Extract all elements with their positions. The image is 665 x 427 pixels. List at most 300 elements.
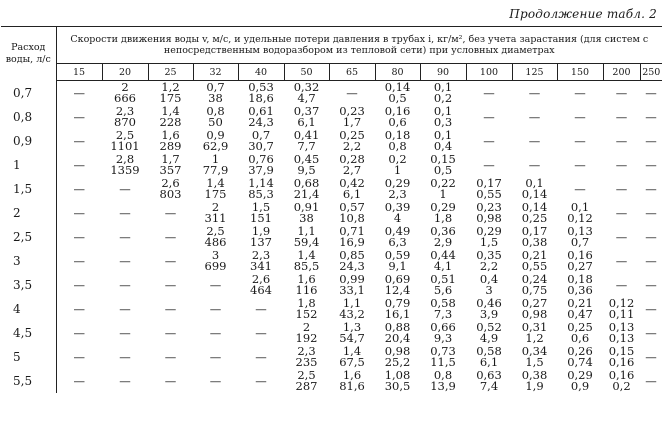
velocity-value: 0,59 [384, 248, 411, 262]
pressure-loss-value: 0,4 [433, 139, 453, 153]
table-cell [512, 153, 557, 177]
velocity-value: 0,1 [433, 80, 453, 94]
empty-dash: — [615, 205, 628, 220]
pressure-loss-value: 0,7 [570, 235, 590, 249]
table-cell [512, 225, 557, 249]
table-cell [238, 345, 284, 369]
table-cell [148, 129, 193, 153]
empty-dash: — [645, 277, 657, 292]
table-cell [603, 249, 640, 273]
empty-dash: — [164, 325, 177, 340]
table-cell [238, 297, 284, 321]
table-cell [193, 201, 238, 225]
empty-dash: — [209, 373, 222, 388]
pressure-loss-value: 151 [250, 211, 272, 225]
empty-dash: — [645, 205, 657, 220]
empty-dash: — [73, 133, 85, 148]
velocity-value: 0,1 [525, 176, 544, 190]
velocity-value: 0,16 [567, 248, 593, 262]
velocity-value: 0,63 [476, 368, 502, 382]
table-cell [284, 249, 329, 273]
velocity-value: 1,6 [161, 128, 180, 142]
table-cell [193, 369, 238, 393]
pressure-loss-value: 235 [295, 355, 318, 369]
empty-dash: — [164, 229, 177, 244]
pressure-loss-value: 16,9 [339, 235, 365, 249]
table-cell [193, 129, 238, 153]
table-cell [557, 129, 603, 153]
velocity-value: 0,36 [430, 224, 456, 238]
empty-dash: — [615, 157, 628, 172]
empty-dash: — [164, 373, 177, 388]
flow-rate-cell: 1 [1, 153, 56, 177]
table-cell [238, 225, 284, 249]
table-cell [284, 273, 329, 297]
table-cell [193, 321, 238, 345]
velocity-value: 0,29 [430, 200, 456, 214]
table-cell [640, 321, 662, 345]
table-cell [56, 369, 102, 393]
velocity-value: 0,29 [476, 224, 502, 238]
velocity-value: 0,7 [251, 128, 271, 142]
table-cell [375, 129, 420, 153]
pressure-loss-value: 0,9 [570, 379, 590, 393]
table-row [1, 81, 662, 106]
empty-dash: — [73, 85, 85, 100]
velocity-value: 0,13 [567, 224, 593, 238]
pressure-loss-value: 81,6 [339, 379, 365, 393]
pressure-loss-value: 116 [295, 283, 318, 297]
table-row [1, 297, 662, 321]
table-cell [375, 225, 420, 249]
pressure-loss-value: 0,47 [567, 307, 593, 321]
velocity-value: 0,71 [339, 224, 365, 238]
table-cell [102, 81, 148, 106]
velocity-value: 0,32 [293, 80, 320, 94]
table-cell [557, 249, 603, 273]
table-cell [466, 369, 512, 393]
table-cell [557, 297, 603, 321]
velocity-value: 0,76 [248, 152, 274, 166]
table-cell [148, 81, 193, 106]
empty-dash: — [528, 133, 541, 148]
velocity-value: 0,22 [430, 176, 456, 190]
empty-dash: — [645, 373, 657, 388]
pressure-loss-value: 0,8 [388, 139, 407, 153]
table-row [1, 225, 662, 249]
flow-rate-cell: 1,5 [1, 177, 56, 201]
table-cell [640, 249, 662, 273]
pressure-loss-value: 1,7 [342, 115, 362, 129]
table-cell [284, 177, 329, 201]
empty-dash: — [73, 181, 85, 196]
pressure-loss-value: 0,55 [521, 259, 548, 273]
table-cell [329, 369, 375, 393]
pressure-loss-value: 0,2 [433, 91, 453, 105]
diameter-header: 250 [640, 64, 662, 81]
table-cell [238, 81, 284, 106]
table-cell [148, 225, 193, 249]
pressure-loss-value: 1,9 [525, 379, 544, 393]
diameter-header: 80 [375, 64, 420, 81]
table-cell [102, 153, 148, 177]
velocity-value: 0,27 [521, 296, 548, 310]
table-cell [603, 153, 640, 177]
table-cell [420, 129, 466, 153]
diameter-header: 90 [420, 64, 466, 81]
table-cell [193, 105, 238, 129]
empty-dash: — [209, 325, 222, 340]
pressure-loss-value: 13,9 [430, 379, 456, 393]
table-title-header: Скорости движения воды v, м/с, и удельные потери давления в трубах i, кг/м², без учета зарастания (для систем с непосредственным водоразбором из тепловой сети) при условных диаметрах [70, 33, 649, 56]
pressure-loss-value: 9,5 [297, 163, 316, 177]
pressure-loss-value: 2,2 [342, 139, 362, 153]
velocity-value: 0,25 [567, 320, 593, 334]
pressure-loss-value: 0,5 [388, 91, 407, 105]
pressure-loss-value: 11,5 [430, 355, 456, 369]
table-body [1, 81, 662, 394]
diameter-header: 50 [284, 64, 329, 81]
pressure-loss-value: 228 [159, 115, 182, 129]
empty-dash: — [574, 85, 586, 100]
table-cell [284, 105, 329, 129]
velocity-value: 0,69 [384, 272, 411, 286]
table-row [1, 249, 662, 273]
velocity-value: 2,3 [251, 248, 271, 262]
table-cell [420, 297, 466, 321]
pressure-loss-value: 0,55 [476, 187, 502, 201]
table-cell [329, 81, 375, 106]
empty-dash: — [615, 181, 628, 196]
empty-dash: — [615, 253, 628, 268]
velocity-value: 0,13 [608, 320, 635, 334]
empty-dash: — [528, 157, 541, 172]
pressure-loss-value: 9,3 [433, 331, 453, 345]
velocity-value: 0,45 [293, 152, 320, 166]
flow-rate-cell: 0,8 [1, 105, 56, 129]
table-cell [284, 225, 329, 249]
velocity-value: 0,8 [206, 104, 225, 118]
empty-dash: — [528, 109, 541, 124]
velocity-value: 1,6 [342, 368, 362, 382]
table-cell [329, 345, 375, 369]
table-cell [557, 81, 603, 106]
pressure-loss-value: 54,7 [339, 331, 365, 345]
empty-dash: — [255, 373, 267, 388]
velocity-value: 0,12 [608, 296, 635, 310]
table-cell [420, 321, 466, 345]
velocity-value: 2,3 [297, 344, 316, 358]
pressure-loss-value: 24,3 [248, 115, 274, 129]
empty-dash: — [645, 181, 657, 196]
pressure-loss-value: 666 [114, 91, 136, 105]
velocity-value: 1,1 [297, 224, 316, 238]
pressure-loss-value: 3 [485, 283, 493, 297]
table-cell [56, 177, 102, 201]
velocity-value: 2 [302, 320, 311, 334]
table-cell [640, 345, 662, 369]
pressure-loss-value: 0,2 [612, 379, 631, 393]
table-cell [603, 201, 640, 225]
velocity-value: 0,66 [430, 320, 456, 334]
table-cell [557, 177, 603, 201]
velocity-value: 0,57 [339, 200, 365, 214]
pressure-loss-value: 0,16 [608, 355, 635, 369]
velocity-value: 1,8 [297, 296, 316, 310]
pressure-loss-value: 33,1 [339, 283, 365, 297]
velocity-value: 2,5 [206, 224, 225, 238]
velocity-value: 0,49 [384, 224, 411, 238]
velocity-value: 0,16 [384, 104, 411, 118]
pressure-loss-value: 803 [159, 187, 182, 201]
pressure-loss-value: 0,6 [570, 331, 590, 345]
table-cell [557, 273, 603, 297]
empty-dash: — [73, 301, 85, 316]
velocity-value: 0,15 [430, 152, 456, 166]
table-cell [102, 129, 148, 153]
table-cell [193, 297, 238, 321]
table-cell [238, 129, 284, 153]
table-cell [329, 225, 375, 249]
table-row [1, 129, 662, 153]
table-cell [284, 369, 329, 393]
diameter-header: 15 [56, 64, 102, 81]
velocity-value: 0,31 [521, 320, 548, 334]
flow-rate-cell: 3 [1, 249, 56, 273]
velocity-value: 0,88 [384, 320, 411, 334]
empty-dash: — [645, 349, 657, 364]
table-cell [56, 321, 102, 345]
table-cell [238, 249, 284, 273]
pressure-loss-value: 175 [204, 187, 227, 201]
velocity-value: 2,3 [115, 104, 135, 118]
empty-dash: — [645, 109, 657, 124]
velocity-value: 0,58 [430, 296, 456, 310]
table-cell [557, 345, 603, 369]
velocity-value: 2,5 [115, 128, 135, 142]
velocity-value: 2,6 [251, 272, 271, 286]
pressure-loss-value: 1,2 [525, 331, 544, 345]
table-cell [375, 201, 420, 225]
table-cell [375, 81, 420, 106]
table-cell [193, 81, 238, 106]
pressure-loss-value: 6,3 [388, 235, 407, 249]
table-cell [512, 105, 557, 129]
velocity-value: 0,18 [384, 128, 411, 142]
table-cell [512, 249, 557, 273]
velocity-value: 0,14 [521, 200, 548, 214]
table-cell [284, 345, 329, 369]
table-cell [238, 369, 284, 393]
table-row [1, 105, 662, 129]
pressure-loss-value: 699 [204, 259, 227, 273]
table-cell [238, 105, 284, 129]
diameter-header: 100 [466, 64, 512, 81]
table-cell [375, 153, 420, 177]
pressure-loss-value: 341 [250, 259, 272, 273]
pressure-loss-value: 870 [114, 115, 136, 129]
empty-dash: — [209, 301, 222, 316]
pressure-loss-value: 1 [439, 187, 447, 201]
table-cell [56, 249, 102, 273]
table-cell [193, 225, 238, 249]
table-cell [284, 81, 329, 106]
table-cell [193, 153, 238, 177]
table-cell [466, 225, 512, 249]
empty-dash: — [574, 181, 586, 196]
velocity-value: 0,1 [570, 200, 590, 214]
table-cell [420, 81, 466, 106]
pressure-loss-value: 137 [250, 235, 272, 249]
pressure-loss-value: 85,5 [293, 259, 320, 273]
table-cell [329, 249, 375, 273]
velocity-value: 0,24 [521, 272, 548, 286]
empty-dash: — [483, 133, 495, 148]
table-cell [329, 273, 375, 297]
velocity-value: 0,85 [339, 248, 365, 262]
velocity-value: 1,08 [384, 368, 411, 382]
velocity-value: 0,99 [339, 272, 365, 286]
pressure-loss-value: 0,38 [521, 235, 548, 249]
pressure-loss-value: 4,7 [297, 91, 316, 105]
table-cell [148, 297, 193, 321]
table-cell [557, 369, 603, 393]
pressure-loss-value: 0,75 [521, 283, 548, 297]
table-cell [148, 273, 193, 297]
table-cell [466, 273, 512, 297]
table-cell [329, 105, 375, 129]
table-cell [329, 201, 375, 225]
velocity-value: 1,5 [251, 200, 271, 214]
pressure-loss-value: 12,4 [384, 283, 411, 297]
pressure-loss-value: 1 [393, 163, 402, 177]
velocity-value: 1,9 [251, 224, 271, 238]
pressure-loss-value: 289 [159, 139, 182, 153]
pressure-loss-value: 0,36 [567, 283, 593, 297]
velocity-value: 1,2 [161, 80, 180, 94]
pressure-loss-value: 5,6 [433, 283, 453, 297]
pressure-loss-value: 0,25 [521, 211, 548, 225]
table-cell [375, 297, 420, 321]
table-continuation-caption: Продолжение табл. 2 [509, 7, 657, 21]
pressure-loss-value: 357 [159, 163, 182, 177]
table-cell [148, 369, 193, 393]
table-cell [102, 105, 148, 129]
table-cell [375, 273, 420, 297]
empty-dash: — [164, 301, 177, 316]
table-cell [102, 249, 148, 273]
pressure-loss-value: 1,5 [525, 355, 544, 369]
velocity-value: 0,21 [567, 296, 593, 310]
empty-dash: — [73, 325, 85, 340]
velocity-value: 0,21 [521, 248, 548, 262]
pressure-loss-value: 0,98 [521, 307, 548, 321]
pressure-loss-value: 0,11 [608, 307, 635, 321]
pressure-loss-value: 0,74 [567, 355, 593, 369]
table-cell [640, 201, 662, 225]
velocity-value: 0,58 [476, 344, 502, 358]
flow-rate-cell: 2 [1, 201, 56, 225]
flow-rate-cell: 3,5 [1, 273, 56, 297]
empty-dash: — [119, 229, 131, 244]
velocity-value: 2,5 [297, 368, 316, 382]
table-cell [603, 129, 640, 153]
table-cell [557, 105, 603, 129]
diameter-header: 200 [603, 64, 640, 81]
pressure-loss-value: 85,3 [248, 187, 274, 201]
pressure-loss-value: 311 [204, 211, 227, 225]
velocity-value: 1,4 [342, 344, 362, 358]
pressure-loss-value: 6,1 [342, 187, 362, 201]
flow-rate-cell: 5,5 [1, 369, 56, 393]
table-cell [56, 225, 102, 249]
table-cell [420, 225, 466, 249]
empty-dash: — [645, 157, 657, 172]
empty-dash: — [73, 373, 85, 388]
table-cell [466, 249, 512, 273]
velocity-value: 2,6 [161, 176, 180, 190]
empty-dash: — [615, 277, 628, 292]
pressure-loss-value: 38 [299, 211, 314, 225]
table-cell [603, 321, 640, 345]
velocity-value: 3 [211, 248, 220, 262]
pressure-loss-value: 192 [295, 331, 318, 345]
empty-dash: — [346, 85, 358, 100]
table-cell [466, 297, 512, 321]
empty-dash: — [164, 277, 177, 292]
velocity-value: 0,9 [206, 128, 225, 142]
empty-dash: — [483, 85, 495, 100]
table-cell [329, 129, 375, 153]
table-cell [512, 201, 557, 225]
table-cell [56, 81, 102, 106]
table-cell [284, 297, 329, 321]
empty-dash: — [645, 229, 657, 244]
empty-dash: — [119, 373, 131, 388]
empty-dash: — [574, 133, 586, 148]
table-cell [640, 153, 662, 177]
empty-dash: — [119, 301, 131, 316]
table-cell [375, 177, 420, 201]
empty-dash: — [574, 109, 586, 124]
empty-dash: — [255, 349, 267, 364]
velocity-value: 0,79 [384, 296, 411, 310]
empty-dash: — [119, 325, 131, 340]
velocity-value: 0,8 [433, 368, 453, 382]
pressure-loss-value: 18,6 [248, 91, 274, 105]
velocity-value: 0,26 [567, 344, 593, 358]
pressure-loss-value: 2,9 [433, 235, 453, 249]
table-cell [420, 369, 466, 393]
pressure-loss-value: 77,9 [202, 163, 229, 177]
table-cell [56, 345, 102, 369]
empty-dash: — [255, 325, 267, 340]
velocity-value: 0,98 [384, 344, 411, 358]
diameter-header: 125 [512, 64, 557, 81]
pressure-loss-value: 50 [208, 115, 223, 129]
pressure-loss-value: 59,4 [293, 235, 320, 249]
velocity-value: 0,53 [248, 80, 274, 94]
velocity-value: 1,3 [342, 320, 362, 334]
empty-dash: — [119, 277, 131, 292]
pressure-loss-value: 6,1 [297, 115, 316, 129]
pressure-loss-value: 2,3 [388, 187, 407, 201]
pressure-loss-value: 20,4 [384, 331, 411, 345]
diameter-header: 20 [102, 64, 148, 81]
pressure-loss-value: 38 [208, 91, 223, 105]
pressure-loss-value: 0,12 [567, 211, 593, 225]
table-cell [329, 297, 375, 321]
